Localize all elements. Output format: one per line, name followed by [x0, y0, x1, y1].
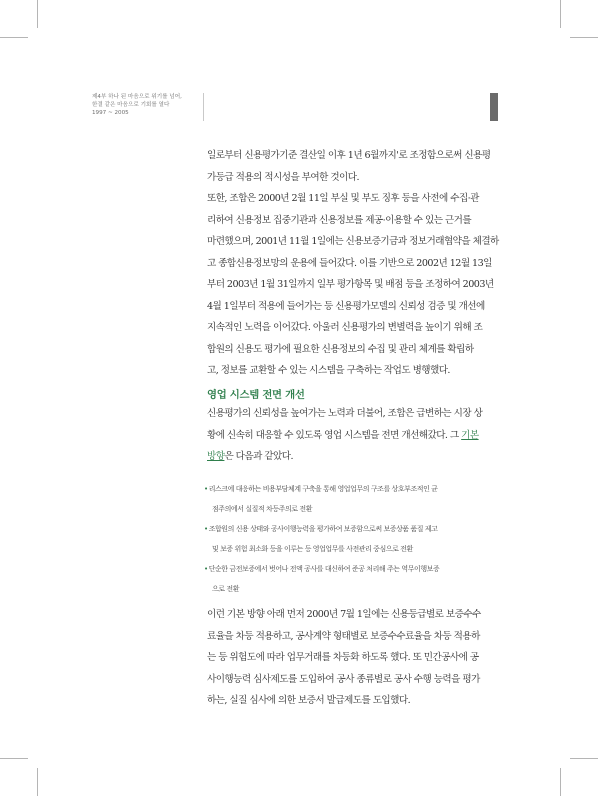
text-line: 고, 정보를 교환할 수 있는 시스템을 구축하는 작업도 병행했다. — [207, 365, 450, 376]
text-line: 일로부터 신용평가기준 결산일 이후 1년 6월까지'로 조정함으로써 신용평 — [207, 150, 491, 161]
bullet-text: 단순한 금전보증에서 벗어나 전액 공사를 대신하여 준공 처리해 주는 역무이행보증 — [208, 565, 440, 573]
text-line: 는 등 위험도에 따라 업무거래를 차등화 하도록 했다. 또 민간공사에 공 — [207, 652, 479, 663]
text-line: 하는, 실질 심사에 의한 보증서 발급제도를 도입했다. — [207, 695, 411, 706]
bullet-text: 조합원의 신용 상태와 공사이행능력을 평가하여 보증함으로써 보증상품 품질 제고 — [208, 525, 438, 533]
running-head-line2: 한결 같은 마음으로 기회를 열다 — [92, 102, 170, 108]
crop-mark-top-right — [570, 37, 598, 38]
text-line: 사이행능력 심사제도를 도입하여 공사 종류별로 공사 수행 능력을 평가 — [207, 673, 480, 685]
text-line: 마련했으며, 2001년 11월 1일에는 신용보증기금과 정보거래협약을 체결하 — [207, 236, 499, 247]
text-line — [207, 425, 495, 447]
paragraph-credit-rating — [207, 145, 499, 382]
text-line: 료율을 차등 적용하고, 공사계약 형태별로 보증수수료율을 차등 적용하 — [207, 630, 480, 642]
running-head — [92, 93, 202, 117]
text-line: 이런 기본 방향 아래 먼저 2000년 7월 1일에는 신용등급별로 보증수수 — [207, 609, 481, 620]
crop-mark-top-right-v — [560, 0, 561, 28]
list-item — [204, 519, 496, 559]
bullet-marker: • — [204, 525, 208, 533]
paragraph-implementation — [207, 604, 495, 712]
paragraph-sales-system — [207, 403, 495, 468]
text-line: 합원의 신용도 평가에 필요한 신용정보의 수집 및 관리 체계를 확립하 — [207, 343, 474, 355]
chapter-tab-marker — [490, 93, 498, 121]
text-line: 고 종합신용정보망의 운용에 들어갔다. 이를 기반으로 2002년 12월 13일 — [207, 257, 492, 269]
running-head-divider — [203, 93, 204, 121]
bullet-text: 리스크에 대응하는 비용부담체계 구축을 통해 영업업무의 구조를 상호부조적인 균 — [208, 485, 438, 493]
crop-mark-bottom-left-v — [37, 768, 38, 796]
text-line: 지속적인 노력을 이어갔다. 아울러 신용평가의 변별력을 높이기 위해 조 — [207, 322, 483, 333]
running-head-years: 1997 ~ 2005 — [92, 110, 129, 116]
crop-mark-top-left — [0, 37, 28, 38]
section-title: 영업 시스템 전면 개선 — [207, 389, 305, 401]
text-line: 부터 2003년 1월 31일까지 일부 평가항목 및 배점 등을 조정하여 2003년 — [207, 279, 494, 290]
crop-mark-bottom-right-v — [560, 768, 561, 796]
basic-direction-link-part2: 방향 — [207, 451, 225, 462]
bullet-text-cont: 으로 전환 — [212, 585, 240, 593]
bullet-marker: • — [204, 485, 208, 493]
bullet-marker: • — [204, 565, 208, 573]
text-line — [207, 446, 495, 468]
bullet-list — [204, 479, 496, 599]
bullet-text-cont: 및 보증 위험 최소화 등을 이루는 등 영업업무를 사전관리 중심으로 전환 — [212, 545, 413, 553]
crop-mark-top-left-v — [37, 0, 38, 28]
crop-mark-bottom-right — [570, 758, 598, 759]
running-head-line1: 제4부 하나 된 마음으로 위기를 넘어, — [92, 94, 182, 100]
bullet-text-cont: 점주의에서 실질적 차등주의로 전환 — [212, 505, 313, 513]
text-segment: 은 다음과 같았다. — [224, 451, 293, 462]
text-line: 가등급 적용의 적시성을 부여한 것이다. — [207, 171, 359, 183]
crop-mark-bottom-left — [0, 758, 28, 759]
text-line: 신용평가의 신뢰성을 높여가는 노력과 더불어, 조합은 급변하는 시장 상 — [207, 408, 483, 419]
text-line: 리하여 신용정보 집중기관과 신용정보를 제공·이용할 수 있는 근거를 — [207, 214, 472, 226]
list-item — [204, 559, 496, 599]
text-line: 4월 1일부터 적용에 들어가는 등 신용평가모델의 신뢰성 검증 및 개선에 — [207, 300, 485, 312]
text-segment: 황에 신속히 대응할 수 있도록 영업 시스템을 전면 개선해갔다. 그 — [207, 429, 462, 441]
list-item — [204, 479, 496, 519]
text-line: 또한, 조합은 2000년 2월 11일 부실 및 부도 징후 등을 사전에 수집·관 — [207, 193, 479, 204]
basic-direction-link-part1: 기본 — [461, 429, 479, 441]
